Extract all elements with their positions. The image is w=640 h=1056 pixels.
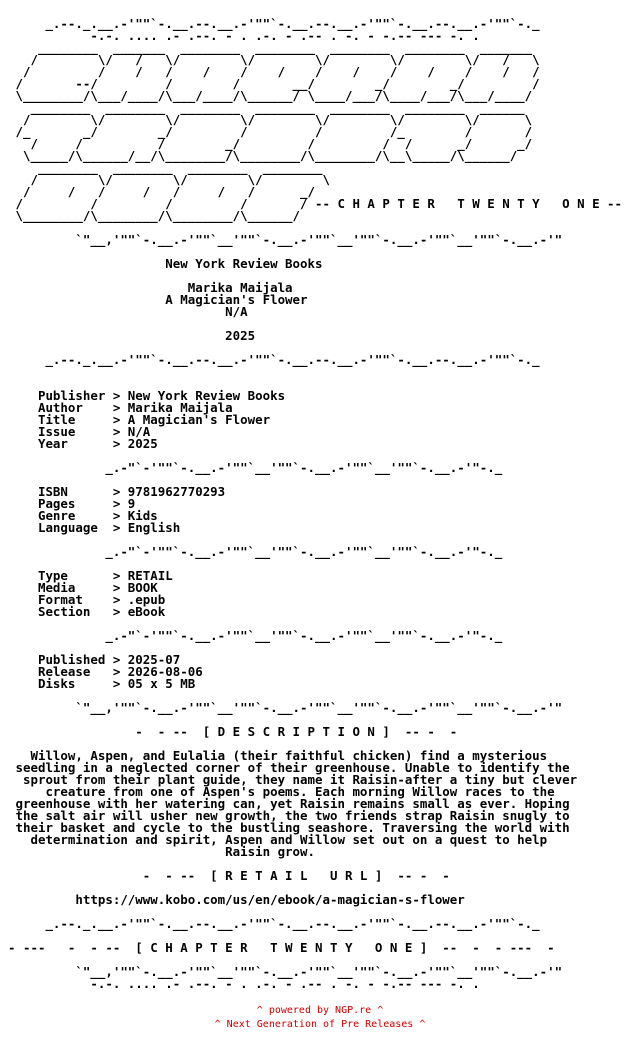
nfo-line: New York Review Books <box>8 256 323 271</box>
nfo-line: / \/ / \/ \/ \/ \/ \/ / \ <box>8 52 540 67</box>
nfo-line: `"__,'""`-.__.-'""`__'""`-.__.-'""`__'""`-.__.-'""`__'""`-.__.-'" <box>8 232 563 247</box>
nfo-line: Format > .epub <box>8 592 166 607</box>
nfo-line: - --- - - -- [ C H A P T E R T W E N T Y O N E ] -- - - --- - <box>8 940 555 955</box>
nfo-line: the salt air will usher new growth, the two friends strap Raisin snugly to <box>8 808 570 823</box>
nfo-line: ISBN > 9781962770293 <box>8 484 226 499</box>
nfo-line: Release > 2026-08-06 <box>8 664 203 679</box>
nfo-line: `"__,'""`-.__.-'""`__'""`-.__.-'""`__'""`-.__.-'""`__'""`-.__.-'" <box>8 700 563 715</box>
nfo-line: Disks > 05 x 5 MB <box>8 676 196 691</box>
nfo-line: - - -- [ R E T A I L U R L ] -- - - <box>8 868 450 883</box>
retail-url-link[interactable]: https://www.kobo.com/us/en/ebook/a-magician-s-flower <box>8 892 465 907</box>
nfo-text-block <box>8 18 622 990</box>
nfo-line: A Magician's Flower <box>8 292 308 307</box>
nfo-line: their basket and cycle to the bustling seashore. Traversing the world with <box>8 820 570 835</box>
nfo-line: greenhouse with her watering can, yet Raisin remains small as ever. Hoping <box>8 796 570 811</box>
nfo-line: / \/ \/ \/ \/ \/ \/ \ <box>8 112 533 127</box>
nfo-line: Issue > N/A <box>8 424 151 439</box>
nfo-line: creature from one of Aspen's poems. Each morning Willow races to the <box>8 784 555 799</box>
nfo-line: Raisin grow. <box>8 844 316 859</box>
nfo-line: Year > 2025 <box>8 436 158 451</box>
nfo-line: Section > eBook <box>8 604 166 619</box>
nfo-line: Willow, Aspen, and Eulalia (their faithful chicken) find a mysterious <box>8 748 548 763</box>
footer-powered-by[interactable]: ^ powered by NGP.re ^ <box>256 1005 384 1016</box>
nfo-line: Author > Marika Maijala <box>8 400 233 415</box>
nfo-line: _.-"`-'""`-.__.-'""`__'""`-.__.-'""`__'""`-.__.-'"-._ <box>8 628 503 643</box>
nfo-line: _.--._.__.-'""`-.__.--.__.-'""`-.__.--.__.-'""`-.__.--.__.-'""`-._ <box>8 916 540 931</box>
nfo-line: _.--._.__.-'""`-.__.--.__.-'""`-.__.--.__.-'""`-.__.--.__.-'""`-._ <box>8 352 540 367</box>
nfo-line: Language > English <box>8 520 181 535</box>
nfo-line: \________/\___/____/\___/____/\______/ \____/___/\____/___/\___/____/ <box>8 88 548 103</box>
nfo-line: seedling in a neglected corner of their greenhouse. Unable to identify the <box>8 760 570 775</box>
nfo-line: Marika Maijala <box>8 280 293 295</box>
nfo-line: Published > 2025-07 <box>8 652 181 667</box>
nfo-line: ________ _______ ________ ________ ________ ________ _______ <box>8 40 540 55</box>
nfo-line: Title > A Magician's Flower <box>8 412 271 427</box>
nfo-line: _.--._.__.-'""`-.__.--.__.-'""`-.__.--.__.-'""`-.__.--.__.-'""`-._ <box>8 16 540 31</box>
nfo-line: _.-"`-'""`-.__.-'""`__'""`-.__.-'""`__'""`-.__.-'"-._ <box>8 460 503 475</box>
nfo-line: Genre > Kids <box>8 508 158 523</box>
nfo-line: _.-"`-'""`-.__.-'""`__'""`-.__.-'""`__'""`-.__.-'"-._ <box>8 544 503 559</box>
nfo-line: N/A <box>8 304 248 319</box>
footer <box>0 1004 640 1032</box>
nfo-line: sprout from their plant guide, they name it Raisin-after a tiny but clever <box>8 772 578 787</box>
nfo-line: / / / / / / / _/ <box>8 184 316 199</box>
nfo-line: Type > RETAIL <box>8 568 173 583</box>
nfo-line: \________/\________/\________/\______/ <box>8 208 301 223</box>
nfo-line: \_____/\______/__/\________/\________/\________/\__\_____/\______/ <box>8 148 518 163</box>
nfo-line: / --/ / / __/ _/ _/ / <box>8 76 548 91</box>
nfo-line: ________ ________ ________ ________ <box>8 160 323 175</box>
nfo-line <box>8 366 622 378</box>
nfo-line: /_ _/ _/ / / /_ / / <box>8 124 533 139</box>
footer-tagline[interactable]: ^ Next Generation of Pre Releases ^ <box>214 1019 426 1030</box>
nfo-line: -.-. .... .- .--. - . .-. - .-- . -. - -.-- --- -. . <box>8 976 480 991</box>
nfo-line: `"__,'""`-.__.-'""`__'""`-.__.-'""`__'""`-.__.-'""`__'""`-.__.-'" <box>8 964 563 979</box>
nfo-line: Media > BOOK <box>8 580 158 595</box>
nfo-line: / / / / / / / / / / / / / / <box>8 64 540 79</box>
nfo-line: determination and spirit, Aspen and Willow set out on a quest to help <box>8 832 548 847</box>
nfo-line: / / / _/ / / / _/ _/ <box>8 136 533 151</box>
nfo-line: Publisher > New York Review Books <box>8 388 286 403</box>
nfo-line: - - -- [ D E S C R I P T I O N ] -- - - <box>8 724 458 739</box>
nfo-line: ________ ________ ________ ________ ________ ________ ______ <box>8 100 525 115</box>
nfo-line: Pages > 9 <box>8 496 136 511</box>
nfo-line: / \/ \/ \/ \ <box>8 172 330 187</box>
nfo-line: -.-. .... .- .--. - . .-. - .-- . -. - -.-- --- -. . <box>8 28 480 43</box>
nfo-line: 2025 <box>8 328 256 343</box>
nfo-line: / / / / / -- C H A P T E R T W E N T Y O N E -- <box>8 196 623 211</box>
